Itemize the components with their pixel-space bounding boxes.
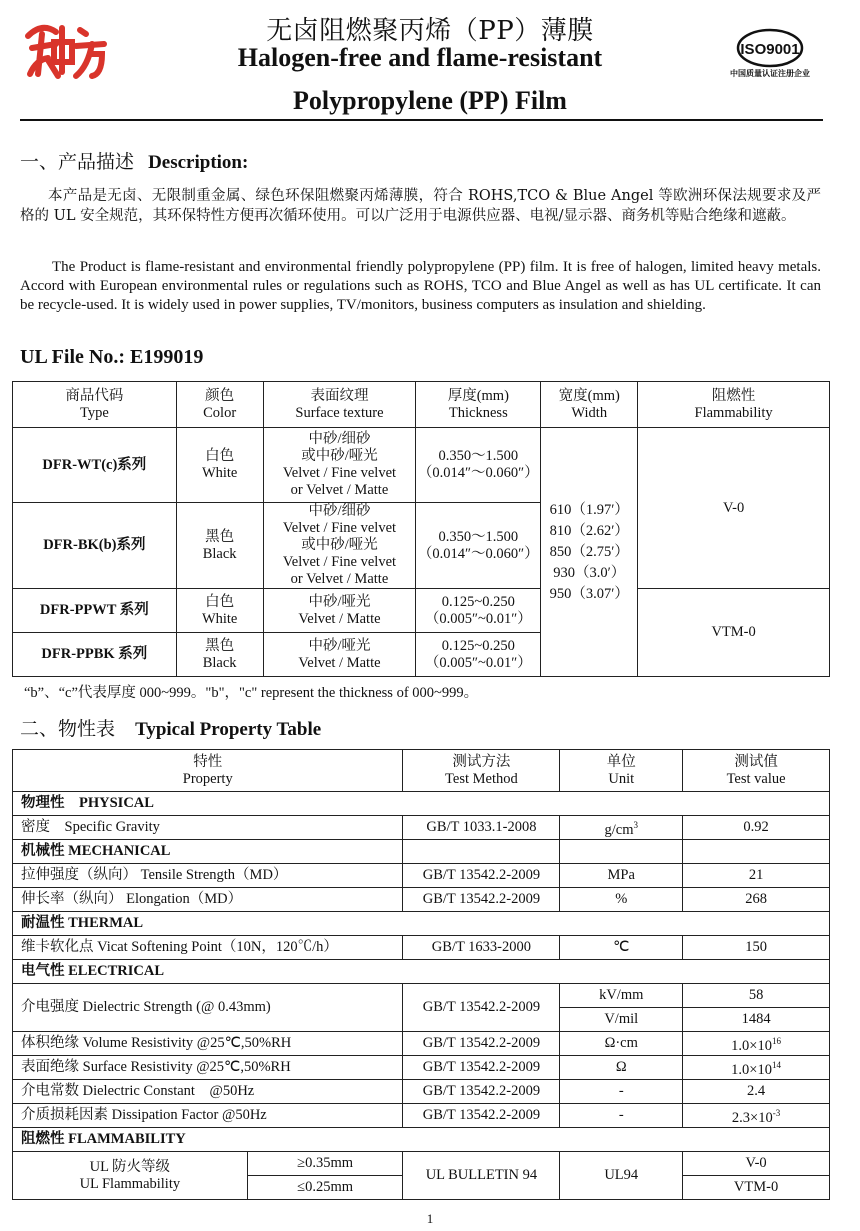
header-unit: 单位 Unit [560, 750, 683, 792]
header-test-method: 测试方法 Test Method [403, 750, 560, 792]
product-type: DFR-BK(b)系列 [13, 503, 177, 589]
product-type: DFR-PPWT 系列 [13, 589, 177, 633]
property-heading-en: Typical Property Table [135, 719, 322, 740]
product-color: 黑色 Black [176, 633, 263, 677]
header-test-value: 测试值 Test value [683, 750, 830, 792]
product-thickness: 0.350～1.500 （0.014″～0.060″） [416, 503, 541, 589]
table-row: 介电常数 Dielectric Constant @50Hz GB/T 13542.2-2009 - 2.4 [13, 1080, 830, 1104]
table-row [13, 428, 830, 503]
table-row: 表面绝缘 Surface Resistivity @25℃,50%RH GB/T 13542.2-2009 Ω $1.0\times 10^{14}$ [13, 1056, 830, 1080]
product-texture: 中砂/哑光 Velvet / Matte [263, 633, 416, 677]
product-thickness: 0.350～1.500 （0.014″～0.060″） [416, 428, 541, 503]
product-table [12, 381, 830, 677]
product-color: 黑色 Black [176, 503, 263, 589]
table-row: 维卡软化点 Vicat Softening Point（10N，120℃/h） GB/T 1633-2000 ℃ 150 [13, 936, 830, 960]
header-color: 颜色 Color [176, 382, 263, 428]
table-row: 伸长率（纵向） Elongation（MD） GB/T 13542.2-2009 % 268 [13, 888, 830, 912]
category-row-physical: 物理性 PHYSICAL [13, 792, 830, 816]
property-table-header [13, 750, 830, 792]
description-paragraph-cn: 本产品是无卤、无限制重金属、绿色环保阻燃聚丙烯薄膜，符合 ROHS,TCO & Blue Angel 等欧洲环保法规要求及严格的 UL 安全规范，其环保特性方便再次循环使用。可以广泛用于电源供应器、电视/显示器、商务机等贴合绝缘和遮蔽。 [20, 188, 821, 224]
product-color: 白色 White [176, 589, 263, 633]
iso-badge-subtext: 中国质量认证注册企业 [730, 69, 810, 78]
category-row-electrical: 电气性 ELECTRICAL [13, 960, 830, 984]
header-flammability: 阻燃性 Flammability [638, 382, 830, 428]
header-width: 宽度(mm) Width [541, 382, 638, 428]
header-type: 商品代码 Type [13, 382, 177, 428]
iso9001-badge-icon [724, 26, 816, 82]
product-texture: 中砂/细砂 Velvet / Fine velvet 或中砂/哑光 Velvet / Fine velvet or Velvet / Matte [263, 503, 416, 589]
category-row-mechanical: 机械性 MECHANICAL [13, 840, 830, 864]
description-heading [20, 147, 248, 174]
table-row [13, 589, 830, 633]
product-type: DFR-WT(c)系列 [13, 428, 177, 503]
category-row-thermal: 耐温性 THERMAL [13, 912, 830, 936]
category-row-flammability: 阻燃性 FLAMMABILITY [13, 1128, 830, 1152]
title-english-line2: Polypropylene (PP) Film [293, 86, 567, 115]
title-english-line1: Halogen-free and flame-resistant [237, 43, 603, 72]
header-texture: 表面纹理 Surface texture [263, 382, 416, 428]
header-thickness: 厚度(mm) Thickness [416, 382, 541, 428]
property-heading-cn: 二、物性表 [20, 718, 116, 740]
description-heading-cn: 一、产品描述 [20, 151, 135, 173]
table-row: 拉伸强度（纵向） Tensile Strength（MD） GB/T 13542.2-2009 MPa 21 [13, 864, 830, 888]
table-row: 体积绝缘 Volume Resistivity @25℃,50%RH GB/T 13542.2-2009 Ω·cm $1.0\times 10^{16}$ [13, 1032, 830, 1056]
table-row: ≤0.25mm VTM-0 [13, 1176, 830, 1200]
description-heading-en: Description: [148, 152, 249, 173]
page-number: 1 [426, 1211, 434, 1226]
product-flammability-vtm0: VTM-0 [638, 589, 830, 677]
iso-badge-text: ISO9001 [740, 41, 800, 58]
description-paragraph-en: The Product is flame-resistant and environmental friendly polypropylene (PP) film. It is free of halogen, limited heavy metals. Accord with European environmental rules or regulations such as ROHS, TCO and Blue Angel as well as has UL certificate. It can be recycle-used. It is widely used in power supplies, TV/monitors, business computers as insulation and shielding. [20, 259, 821, 313]
thickness-note: “b”、“c”代表厚度 000~999。"b"，"c" represent the thickness of 000~999。 [24, 685, 479, 701]
header-rule [20, 119, 823, 121]
property-heading [20, 714, 321, 741]
title-chinese: 无卤阻燃聚丙烯（PP）薄膜 [266, 16, 594, 46]
product-color: 白色 White [176, 428, 263, 503]
table-row: 介质损耗因素 Dissipation Factor @50Hz GB/T 13542.2-2009 - $2.3\times 10^{-3}$ [13, 1104, 830, 1128]
product-flammability-v0: V-0 [638, 428, 830, 589]
product-type: DFR-PPBK 系列 [13, 633, 177, 677]
table-row: 密度 Specific Gravity GB/T 1033.1-2008 $g/cm^3$ 0.92 [13, 816, 830, 840]
product-thickness: 0.125~0.250 （0.005″~0.01″） [416, 589, 541, 633]
table-row: V/mil 1484 [13, 1008, 830, 1032]
table-row: UL 防火等级 UL Flammability ≥0.35mm UL BULLETIN 94 UL94 V-0 [13, 1152, 830, 1176]
product-texture: 中砂/哑光 Velvet / Matte [263, 589, 416, 633]
product-thickness: 0.125~0.250 （0.005″~0.01″） [416, 633, 541, 677]
ul-file-number: UL File No.: E199019 [20, 346, 204, 368]
product-texture: 中砂/细砂 或中砂/哑光 Velvet / Fine velvet or Velvet / Matte [263, 428, 416, 503]
table-row: 介电强度 Dielectric Strength (@ 0.43mm) GB/T 13542.2-2009 kV/mm 58 [13, 984, 830, 1008]
property-table [12, 749, 830, 1200]
product-table-header [13, 382, 830, 428]
product-width: 610（1.97′） 810（2.62′） 850（2.75′） 930（3.0′） 950（3.07′） [541, 428, 638, 677]
header-property: 特性 Property [13, 750, 403, 792]
